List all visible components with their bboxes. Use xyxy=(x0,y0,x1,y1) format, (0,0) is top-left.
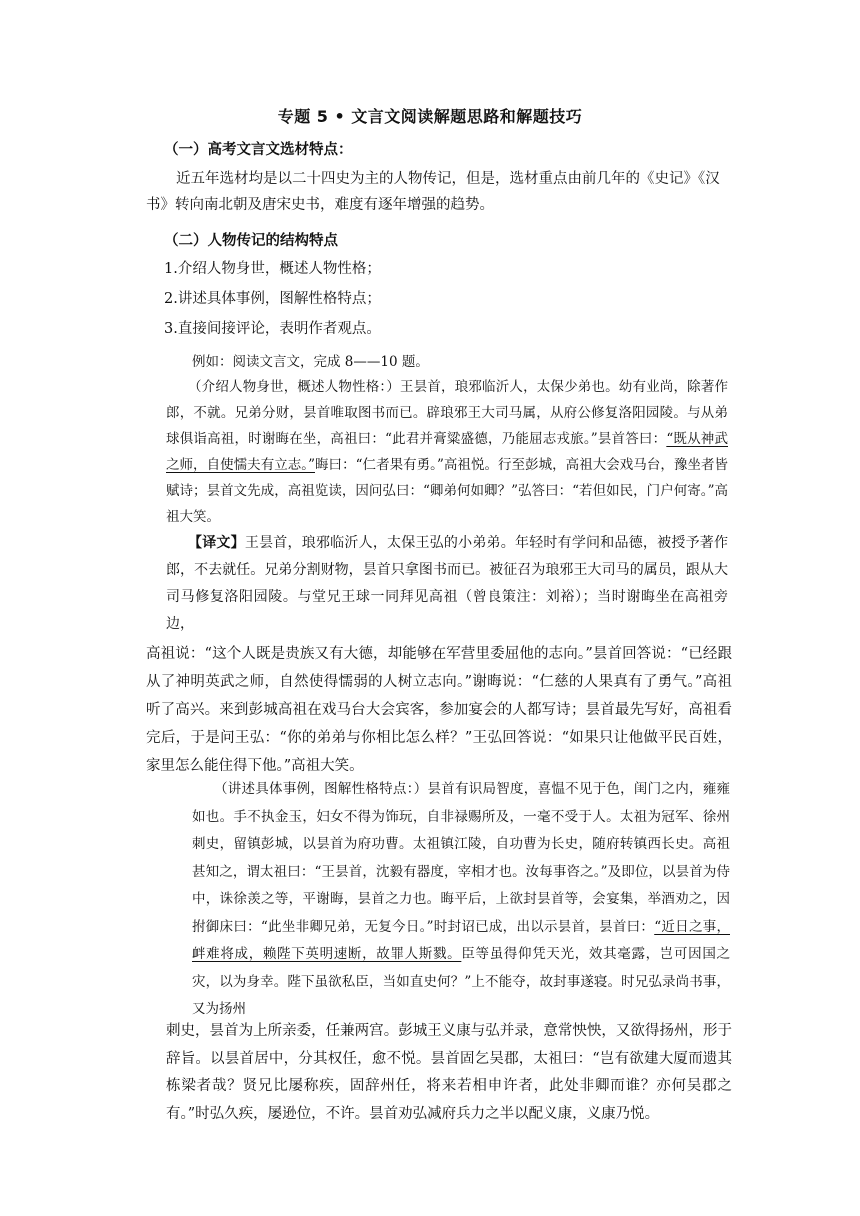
passage1-underlined-quote: “既从神武之师，自使懦夫有立志。” xyxy=(166,431,728,473)
translation-text-a: 王昙首，琅邪临沂人，太保王弘的小弟弟。年轻时有学问和品德，被授予著作郎，不去就任。兄弟分割财物，昙首只拿图书而已。被征召为琅邪王大司马的属员，跟从大司马修复洛阳园陵。与堂兄王球一同拜见高祖（曾良策注：刘裕）；当时谢晦坐在高祖旁边， xyxy=(166,535,729,632)
translation-label: 【译文】 xyxy=(188,535,245,551)
section2-heading: （二）人物传记的结构特点 xyxy=(164,233,338,249)
structure-item-3: 3.直接间接评论，表明作者观点。 xyxy=(164,321,381,337)
passage-paragraph-1 xyxy=(166,374,728,530)
passage2-underlined-quote: “近日之事，衅难将成，赖陛下英明速断，故罪人斯戮。 xyxy=(192,918,730,962)
translation-text-b: 高祖说：“这个人既是贵族又有大德，却能够在军营里委屈他的志向。”昙首回答说：“已经跟从了神明英武之师，自然使得懦弱的人树立志向。”谢晦说：“仁慈的人果真有了勇气。”高祖听了高兴。来到彭城高祖在戏马台大会宾客，参加宴会的人都写诗；昙首最先写好，高祖看完后，于是问王弘：“你的弟弟与你相比怎么样？”王弘回答说：“如果只让他做平民百姓，家里怎么能住得下他。”高祖大笑。 xyxy=(146,646,732,774)
section1-body: 近五年选材均是以二十四史为主的人物传记，但是，选材重点由前几年的《史记》《汉书》转向南北朝及唐宋史书，难度有逐年增强的趋势。 xyxy=(146,171,720,213)
passage2-text-a: （讲述具体事例，图解性格特点：）昙首有识局智度，喜愠不见于色，闺门之内，雍雍如也。手不执金玉，妇女不得为饰玩，自非禄赐所及，一毫不受于人。太祖为冠军、徐州刺史，留镇彭城，以昙首为府功曹。太祖镇江陵，自功曹为长史，随府转镇西长史。高祖甚知之，谓太祖曰：“王昙首，沈毅有器度，宰相才也。汝每事咨之。”及即位，以昙首为侍中，诛徐羡之等，平谢晦，昙首之力也。晦平后，上欲封昙首等，会宴集，举酒劝之，因拊御床曰：“此坐非卿兄弟，无复今日。”时封诏已成，出以示昙首，昙首曰： xyxy=(192,781,730,935)
structure-item-2: 2.讲述具体事例，图解性格特点； xyxy=(164,291,381,307)
passage-paragraph-2 xyxy=(192,776,730,1024)
structure-item-1: 1.介绍人物身世，概述人物性格； xyxy=(164,261,381,277)
section1-heading: （一）高考文言文选材特点： xyxy=(164,142,353,158)
passage-paragraph-3: 刺史，昙首为上所亲委，任兼两宫。彭城王义康与弘并录，意常怏怏，又欲得扬州，形于辞旨。以昙首居中，分其权任，愈不悦。昙首固乞吴郡，太祖曰：“岂有欲建大厦而遗其栋梁者哉？贤兄比屡称疾，固辞州任，将来若相申许者，此处非卿而谁？亦何吴郡之有。”时弘久疾，屡逊位，不许。昙首劝弘减府兵力之半以配义康，义康乃悦。 xyxy=(166,1023,732,1122)
document-title: 专题 5 • 文言文阅读解题思路和解题技巧 xyxy=(277,107,583,126)
example-intro: 例如：阅读文言文，完成 8——10 题。 xyxy=(192,354,429,370)
passage1-text-a: （介绍人物身世，概述人物性格：）王昙首，琅邪临沂人，太保少弟也。幼有业尚，除著作郎，不就。兄弟分财，昙首唯取图书而已。辟琅邪王大司马属，从府公修复洛阳园陵。与从弟球俱诣高祖，时谢晦在坐，高祖曰：“此君并膏粱盛德，乃能屈志戎旅。”昙首答曰： xyxy=(166,379,728,447)
translation-paragraph-a xyxy=(166,530,728,638)
passage2-text-b: 臣等虽得仰凭天光，效其毫露，岂可因国之灾，以为身幸。陛下虽欲私臣，当如直史何？”上不能夺，故封事遂寝。时兄弘录尚书事，又为扬州 xyxy=(192,946,731,1017)
translation-paragraph-b xyxy=(146,640,732,780)
passage1-text-b: 晦曰：“仁者果有勇。”高祖悦。行至彭城，高祖大会戏马台，豫坐者皆赋诗；昙首文先成，高祖览读，因问弘曰：“卿弟何如卿？”弘答曰：“若但如民，门户何寄。”高祖大笑。 xyxy=(166,457,728,525)
